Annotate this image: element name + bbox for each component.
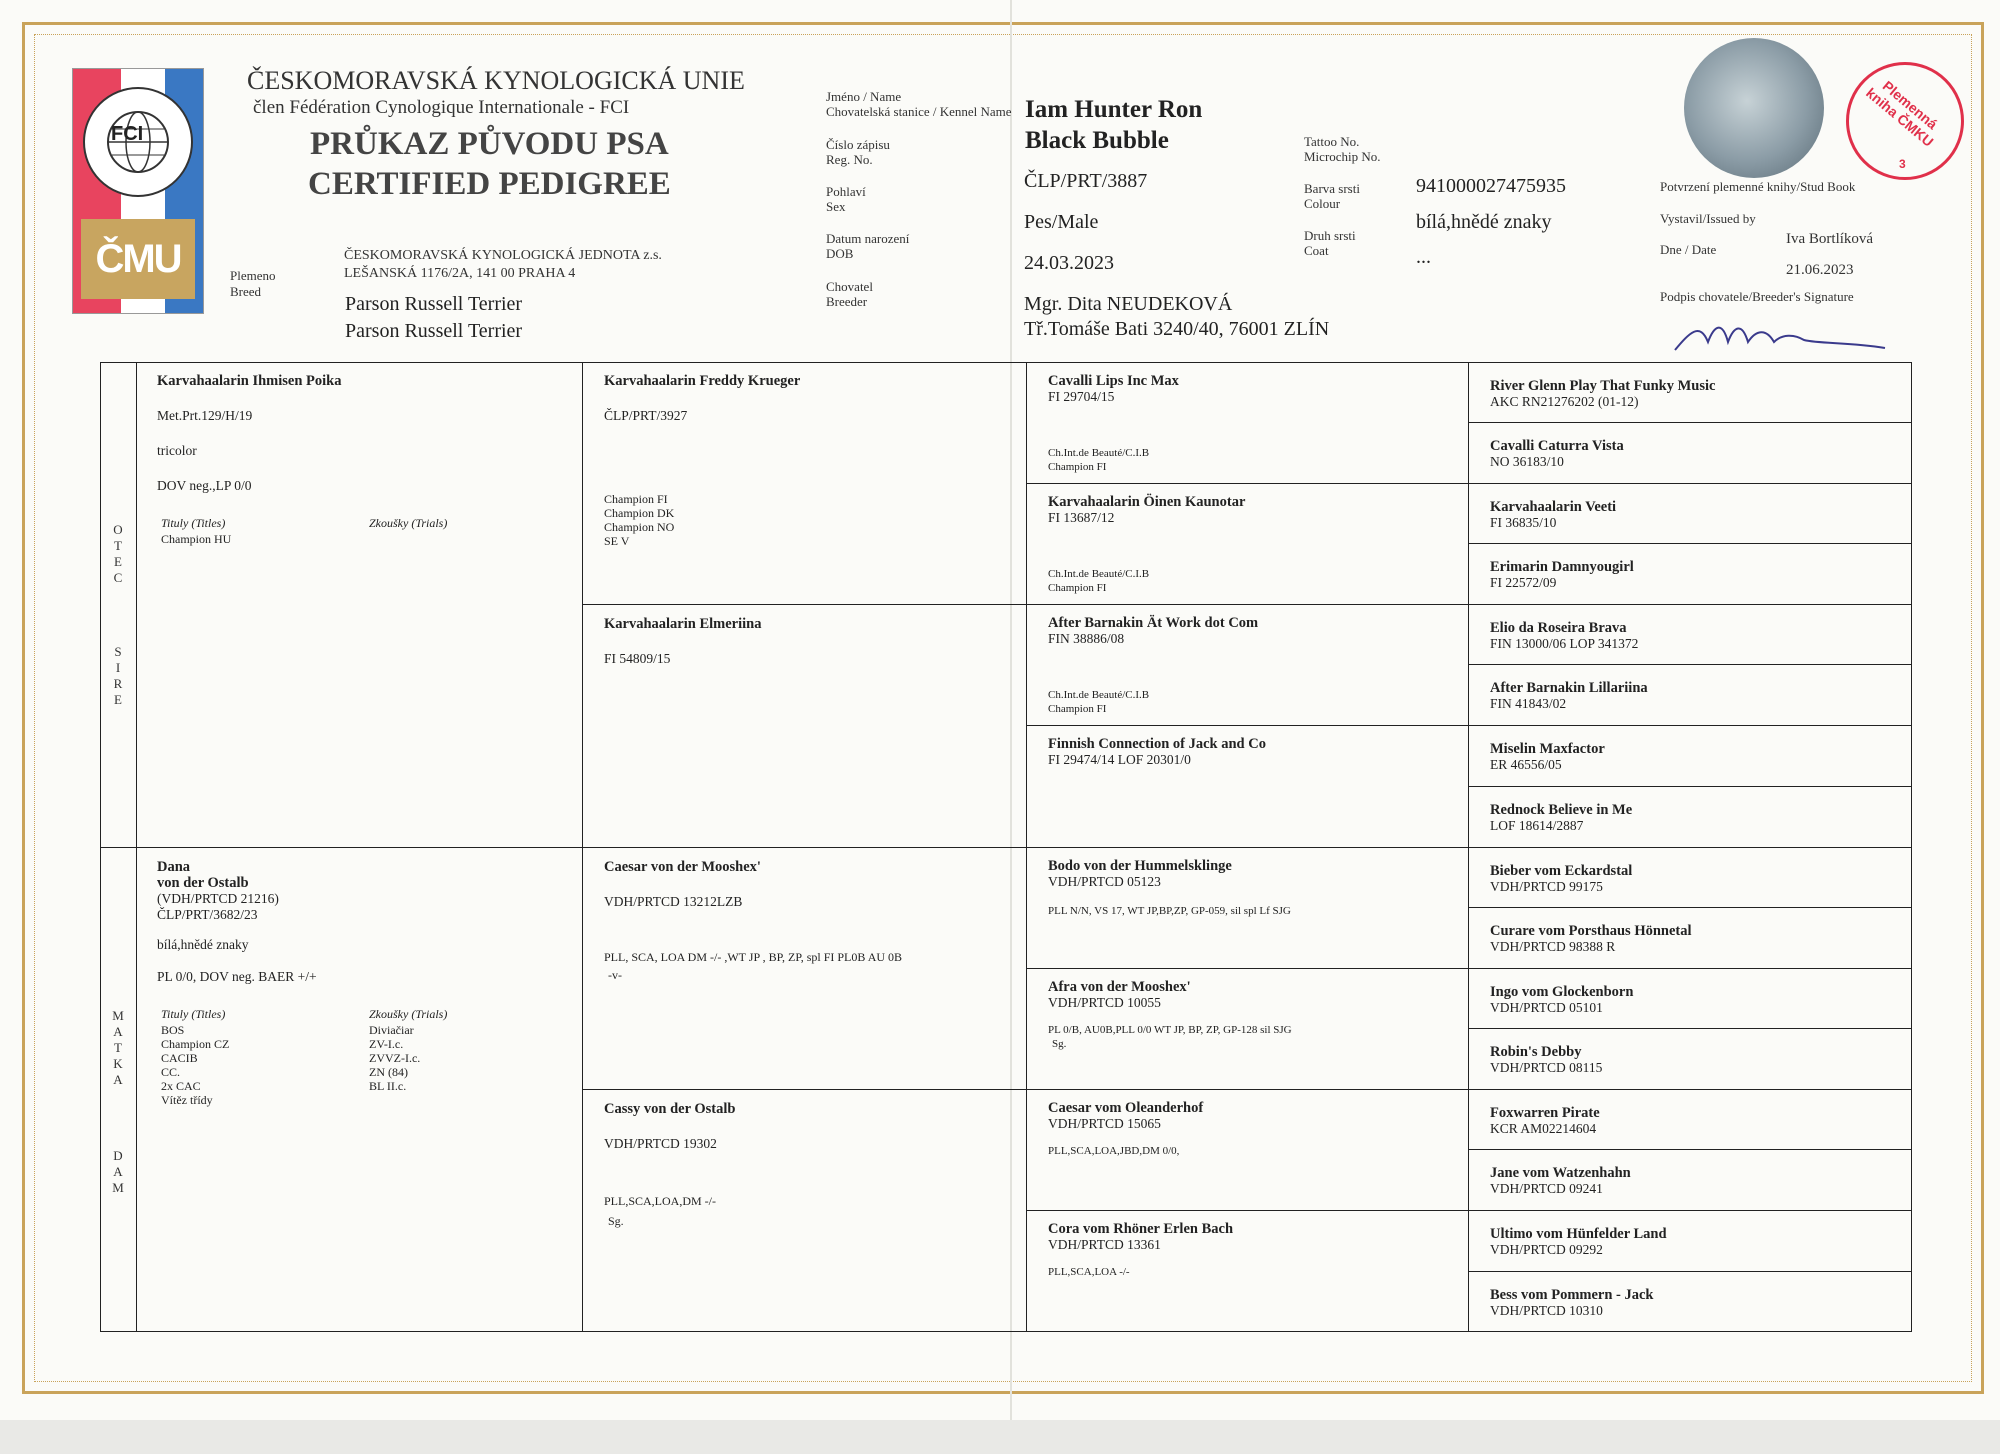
gen2-title: Champion FI xyxy=(604,492,668,506)
gen4-name: River Glenn Play That Funky Music xyxy=(1490,378,1716,394)
gen4-reg: VDH/PRTCD 05101 xyxy=(1490,1000,1603,1015)
gen4-reg: VDH/PRTCD 09292 xyxy=(1490,1242,1603,1257)
gen4-reg: ER 46556/05 xyxy=(1490,757,1562,772)
side-label-matka: M A T K A xyxy=(112,1008,124,1087)
gen4-name: Ingo vom Glockenborn xyxy=(1490,984,1634,1000)
gen4-reg: FI 22572/09 xyxy=(1490,575,1557,590)
date-label: Dne / Date xyxy=(1660,242,1717,257)
breed-label-cz: Plemeno xyxy=(230,268,276,283)
gen4-reg: AKC RN21276202 (01-12) xyxy=(1490,394,1639,409)
gen4-reg: KCR AM02214604 xyxy=(1490,1121,1597,1136)
gen2-cell xyxy=(590,609,1020,674)
sex-label-cz: Pohlaví xyxy=(826,184,866,199)
gen2-title: SE V xyxy=(604,534,630,548)
tattoo-label: Tattoo No. xyxy=(1304,134,1360,149)
dam-title: CACIB xyxy=(161,1051,198,1065)
gen3-note: PL 0/B, AU0B,PLL 0/0 WT JP, BP, ZP, GP-128 sil SJG xyxy=(1048,1024,1292,1036)
sire-titles: Champion HU xyxy=(161,532,232,546)
dam-titles-label: Tituly (Titles) xyxy=(161,1007,226,1021)
gen3-cell xyxy=(1034,366,1460,481)
gen4-name: Robin's Debby xyxy=(1490,1044,1582,1060)
gen3-reg: VDH/PRTCD 05123 xyxy=(1048,874,1161,889)
gen3-cell xyxy=(1034,1093,1460,1165)
breed-value-cz: Parson Russell Terrier xyxy=(345,293,523,315)
gen3-note: PLL,SCA,LOA,JBD,DM 0/0, xyxy=(1048,1145,1180,1157)
sex-value: Pes/Male xyxy=(1024,211,1099,233)
gen4-cell xyxy=(1476,371,1906,417)
coat-value: ... xyxy=(1416,246,1431,268)
microchip-value: 941000027475935 xyxy=(1416,175,1566,197)
gen4-name: After Barnakin Lillariina xyxy=(1490,680,1648,696)
org-member: člen Fédération Cynologique Internationale - FCI xyxy=(253,97,630,118)
signature-label: Podpis chovatele/Breeder's Signature xyxy=(1660,289,1854,304)
gen3-reg: FI 13687/12 xyxy=(1048,510,1115,525)
gen4-cell xyxy=(1476,1037,1906,1083)
gen4-cell xyxy=(1476,977,1906,1023)
stamp-number: 3 xyxy=(1899,157,1906,171)
gen4-cell xyxy=(1476,795,1906,841)
gen2-cell xyxy=(590,366,1020,555)
jednota-line2: LEŠANSKÁ 1176/2A, 141 00 PRAHA 4 xyxy=(344,266,576,281)
gen4-name: Bess vom Pommern - Jack xyxy=(1490,1287,1654,1303)
gen3-cell xyxy=(1034,487,1460,602)
dam-trials-label: Zkoušky (Trials) xyxy=(369,1007,448,1021)
colour-value: bílá,hnědé znaky xyxy=(1416,211,1552,233)
gen3-reg: VDH/PRTCD 15065 xyxy=(1048,1116,1161,1131)
dog-name-line1: Iam Hunter Ron xyxy=(1025,96,1203,123)
gen4-reg: VDH/PRTCD 08115 xyxy=(1490,1060,1603,1075)
sire-trials-label: Zkoušky (Trials) xyxy=(369,516,448,530)
dam-trial: Diviačiar xyxy=(369,1023,414,1037)
gen4-name: Foxwarren Pirate xyxy=(1490,1105,1600,1121)
stud-book-stamp xyxy=(1846,62,1964,180)
gen4-cell xyxy=(1476,492,1906,538)
gen4-name: Ultimo vom Hünfelder Land xyxy=(1490,1226,1667,1242)
gen4-cell xyxy=(1476,1098,1906,1144)
dam-reg2: ČLP/PRT/3682/23 xyxy=(157,907,258,922)
gen4-cell xyxy=(1476,673,1906,719)
gen2-reg: VDH/PRTCD 19302 xyxy=(604,1136,717,1151)
gen2-name: Karvahaalarin Freddy Krueger xyxy=(604,373,801,389)
dam-title: Vítěz třídy xyxy=(161,1093,213,1107)
gen3-name: Caesar vom Oleanderhof xyxy=(1048,1100,1204,1116)
gen4-reg: FIN 13000/06 LOP 341372 xyxy=(1490,636,1639,651)
dob-label-cz: Datum narození xyxy=(826,231,910,246)
gen4-name: Bieber vom Eckardstal xyxy=(1490,863,1633,879)
gen4-cell xyxy=(1476,1280,1906,1326)
dam-trial: BL II.c. xyxy=(369,1079,407,1093)
gen2-reg: ČLP/PRT/3927 xyxy=(604,408,688,423)
hologram-seal xyxy=(1684,38,1824,178)
colour-label-en: Colour xyxy=(1304,196,1341,211)
sire-colour: tricolor xyxy=(157,443,197,458)
reg-value: ČLP/PRT/3887 xyxy=(1024,170,1148,192)
dam-trial: ZN (84) xyxy=(369,1065,408,1079)
fci-cmu-logo xyxy=(72,68,204,314)
gen4-reg: VDH/PRTCD 10310 xyxy=(1490,1303,1603,1318)
gen3-title: Champion FI xyxy=(1048,703,1107,715)
gen4-name: Jane vom Watzenhahn xyxy=(1490,1165,1631,1181)
dam-cell xyxy=(143,852,573,1130)
gen3-reg: VDH/PRTCD 10055 xyxy=(1048,995,1161,1010)
gen3-note: PLL N/N, VS 17, WT JP,BP,ZP, GP-059, sil spl Lf SJG xyxy=(1048,905,1291,917)
breeder-address: Tř.Tomáše Bati 3240/40, 76001 ZLÍN xyxy=(1024,318,1330,340)
gen4-name: Rednock Believe in Me xyxy=(1490,802,1633,818)
gen4-reg: FIN 41843/02 xyxy=(1490,696,1567,711)
dam-colour: bílá,hnědé znaky xyxy=(157,937,249,952)
gen4-reg: FI 36835/10 xyxy=(1490,515,1557,530)
dam-title: Champion CZ xyxy=(161,1037,230,1051)
gen2-cell xyxy=(590,1094,1020,1235)
stud-book-label: Potvrzení plemenné knihy/Stud Book xyxy=(1660,179,1856,194)
gen4-cell xyxy=(1476,734,1906,780)
gen4-cell xyxy=(1476,916,1906,962)
jednota-line1: ČESKOMORAVSKÁ KYNOLOGICKÁ JEDNOTA z.s. xyxy=(344,248,662,263)
side-label-dam: D A M xyxy=(112,1148,124,1195)
kennel-label: Chovatelská stanice / Kennel Name xyxy=(826,104,1012,119)
gen3-name: Afra von der Mooshex' xyxy=(1048,979,1191,995)
gen3-name: Karvahaalarin Öinen Kaunotar xyxy=(1048,494,1246,510)
gen3-cell xyxy=(1034,851,1460,925)
dog-name-line2: Black Bubble xyxy=(1025,127,1169,154)
logo-fci-text: FCI xyxy=(111,123,144,145)
gen4-reg: VDH/PRTCD 09241 xyxy=(1490,1181,1603,1196)
org-name: ČESKOMORAVSKÁ KYNOLOGICKÁ UNIE xyxy=(247,66,745,95)
breeder-label-cz: Chovatel xyxy=(826,279,873,294)
signature-image xyxy=(1670,312,1910,362)
reg-label-en: Reg. No. xyxy=(826,152,873,167)
gen2-name: Caesar von der Mooshex' xyxy=(604,859,761,875)
gen3-reg: FIN 38886/08 xyxy=(1048,631,1125,646)
gen4-name: Curare vom Porsthaus Hönnetal xyxy=(1490,923,1692,939)
gen4-name: Karvahaalarin Veeti xyxy=(1490,499,1617,515)
gen3-title: Champion FI xyxy=(1048,461,1107,473)
gen3-reg: VDH/PRTCD 13361 xyxy=(1048,1237,1161,1252)
gen2-note2: Sg. xyxy=(608,1214,624,1228)
title-cz: PRŮKAZ PŮVODU PSA xyxy=(310,126,669,162)
gen3-name: Cavalli Lips Inc Max xyxy=(1048,373,1179,389)
breeder-name: Mgr. Dita NEUDEKOVÁ xyxy=(1024,293,1233,315)
side-label-otec: O T E C xyxy=(113,522,123,585)
issued-by-label: Vystavil/Issued by xyxy=(1660,211,1756,226)
gen3-title: Ch.Int.de Beauté/C.I.B xyxy=(1048,447,1150,459)
gen3-note: PLL,SCA,LOA -/- xyxy=(1048,1266,1130,1278)
gen3-cell xyxy=(1034,972,1460,1058)
dam-health: PL 0/0, DOV neg. BAER +/+ xyxy=(157,969,317,984)
gen4-reg: VDH/PRTCD 99175 xyxy=(1490,879,1603,894)
gen2-reg: VDH/PRTCD 13212LZB xyxy=(604,894,743,909)
gen4-cell xyxy=(1476,856,1906,902)
gen2-title: Champion DK xyxy=(604,506,675,520)
reg-label-cz: Číslo zápisu xyxy=(826,137,890,152)
gen2-title: Champion NO xyxy=(604,520,675,534)
stamp-text: Plemenná kniha ČMKU xyxy=(1863,77,1941,150)
dam-reg1: (VDH/PRTCD 21216) xyxy=(157,891,279,906)
breed-value-en: Parson Russell Terrier xyxy=(345,320,523,342)
coat-label-en: Coat xyxy=(1304,243,1329,258)
gen3-name: Cora vom Rhöner Erlen Bach xyxy=(1048,1221,1234,1237)
gen4-cell xyxy=(1476,1158,1906,1204)
gen3-reg: FI 29704/15 xyxy=(1048,389,1115,404)
dob-label-en: DOB xyxy=(826,246,854,261)
issued-by-value: Iva Bortlíková xyxy=(1786,231,1874,247)
dam-title: BOS xyxy=(161,1023,185,1037)
gen2-note2: -v- xyxy=(608,968,622,982)
gen4-name: Erimarin Damnyougirl xyxy=(1490,559,1634,575)
gen3-title: Champion FI xyxy=(1048,582,1107,594)
gen4-reg: NO 36183/10 xyxy=(1490,454,1564,469)
gen4-reg: VDH/PRTCD 98388 R xyxy=(1490,939,1616,954)
sire-cell xyxy=(143,366,573,553)
breed-label-en: Breed xyxy=(230,284,262,299)
gen3-name: After Barnakin Ät Work dot Com xyxy=(1048,615,1259,631)
gen4-cell xyxy=(1476,613,1906,659)
sire-titles-label: Tituly (Titles) xyxy=(161,516,226,530)
sire-health: DOV neg.,LP 0/0 xyxy=(157,478,252,493)
date-value: 21.06.2023 xyxy=(1786,262,1854,278)
dam-trial: ZV-I.c. xyxy=(369,1037,404,1051)
title-en: CERTIFIED PEDIGREE xyxy=(308,166,671,202)
gen4-cell xyxy=(1476,1219,1906,1265)
dam-title: 2x CAC xyxy=(161,1079,201,1093)
gen4-cell xyxy=(1476,552,1906,598)
dob-value: 24.03.2023 xyxy=(1024,252,1114,274)
gen3-name: Finnish Connection of Jack and Co xyxy=(1048,736,1266,752)
side-label-sire: S I R E xyxy=(113,644,123,707)
gen4-name: Elio da Roseira Brava xyxy=(1490,620,1627,636)
gen3-cell xyxy=(1034,729,1460,775)
breeder-label-en: Breeder xyxy=(826,294,868,309)
colour-label-cz: Barva srsti xyxy=(1304,181,1360,196)
gen2-name: Karvahaalarin Elmeriina xyxy=(604,616,762,632)
dam-name2: von der Ostalb xyxy=(157,875,249,891)
gen2-cell xyxy=(590,852,1020,989)
pedigree-table xyxy=(100,362,1912,1332)
gen3-note2: Sg. xyxy=(1052,1038,1067,1050)
microchip-label: Microchip No. xyxy=(1304,149,1381,164)
gen4-reg: LOF 18614/2887 xyxy=(1490,818,1584,833)
logo-cmu-text: ČMU xyxy=(81,219,195,299)
gen2-reg: FI 54809/15 xyxy=(604,651,671,666)
gen4-cell xyxy=(1476,431,1906,477)
gen4-name: Cavalli Caturra Vista xyxy=(1490,438,1624,454)
name-label: Jméno / Name xyxy=(826,89,902,104)
gen3-title: Ch.Int.de Beauté/C.I.B xyxy=(1048,568,1150,580)
dam-trial: ZVVZ-I.c. xyxy=(369,1051,421,1065)
sex-label-en: Sex xyxy=(826,199,846,214)
dam-name: Dana xyxy=(157,859,191,875)
gen3-reg: FI 29474/14 LOF 20301/0 xyxy=(1048,752,1191,767)
coat-label-cz: Druh srsti xyxy=(1304,228,1356,243)
gen4-name: Miselin Maxfactor xyxy=(1490,741,1605,757)
gen3-cell xyxy=(1034,1214,1460,1286)
sire-name: Karvahaalarin Ihmisen Poika xyxy=(157,373,342,389)
dam-title: CC. xyxy=(161,1065,181,1079)
sire-reg: Met.Prt.129/H/19 xyxy=(157,408,253,423)
gen3-title: Ch.Int.de Beauté/C.I.B xyxy=(1048,689,1150,701)
gen3-cell xyxy=(1034,608,1460,723)
gen2-note: PLL,SCA,LOA,DM -/- xyxy=(604,1194,717,1208)
gen2-name: Cassy von der Ostalb xyxy=(604,1101,736,1117)
gen2-note: PLL, SCA, LOA DM -/- ,WT JP , BP, ZP, spl FI PL0B AU 0B xyxy=(604,950,903,964)
gen3-name: Bodo von der Hummelsklinge xyxy=(1048,858,1232,874)
